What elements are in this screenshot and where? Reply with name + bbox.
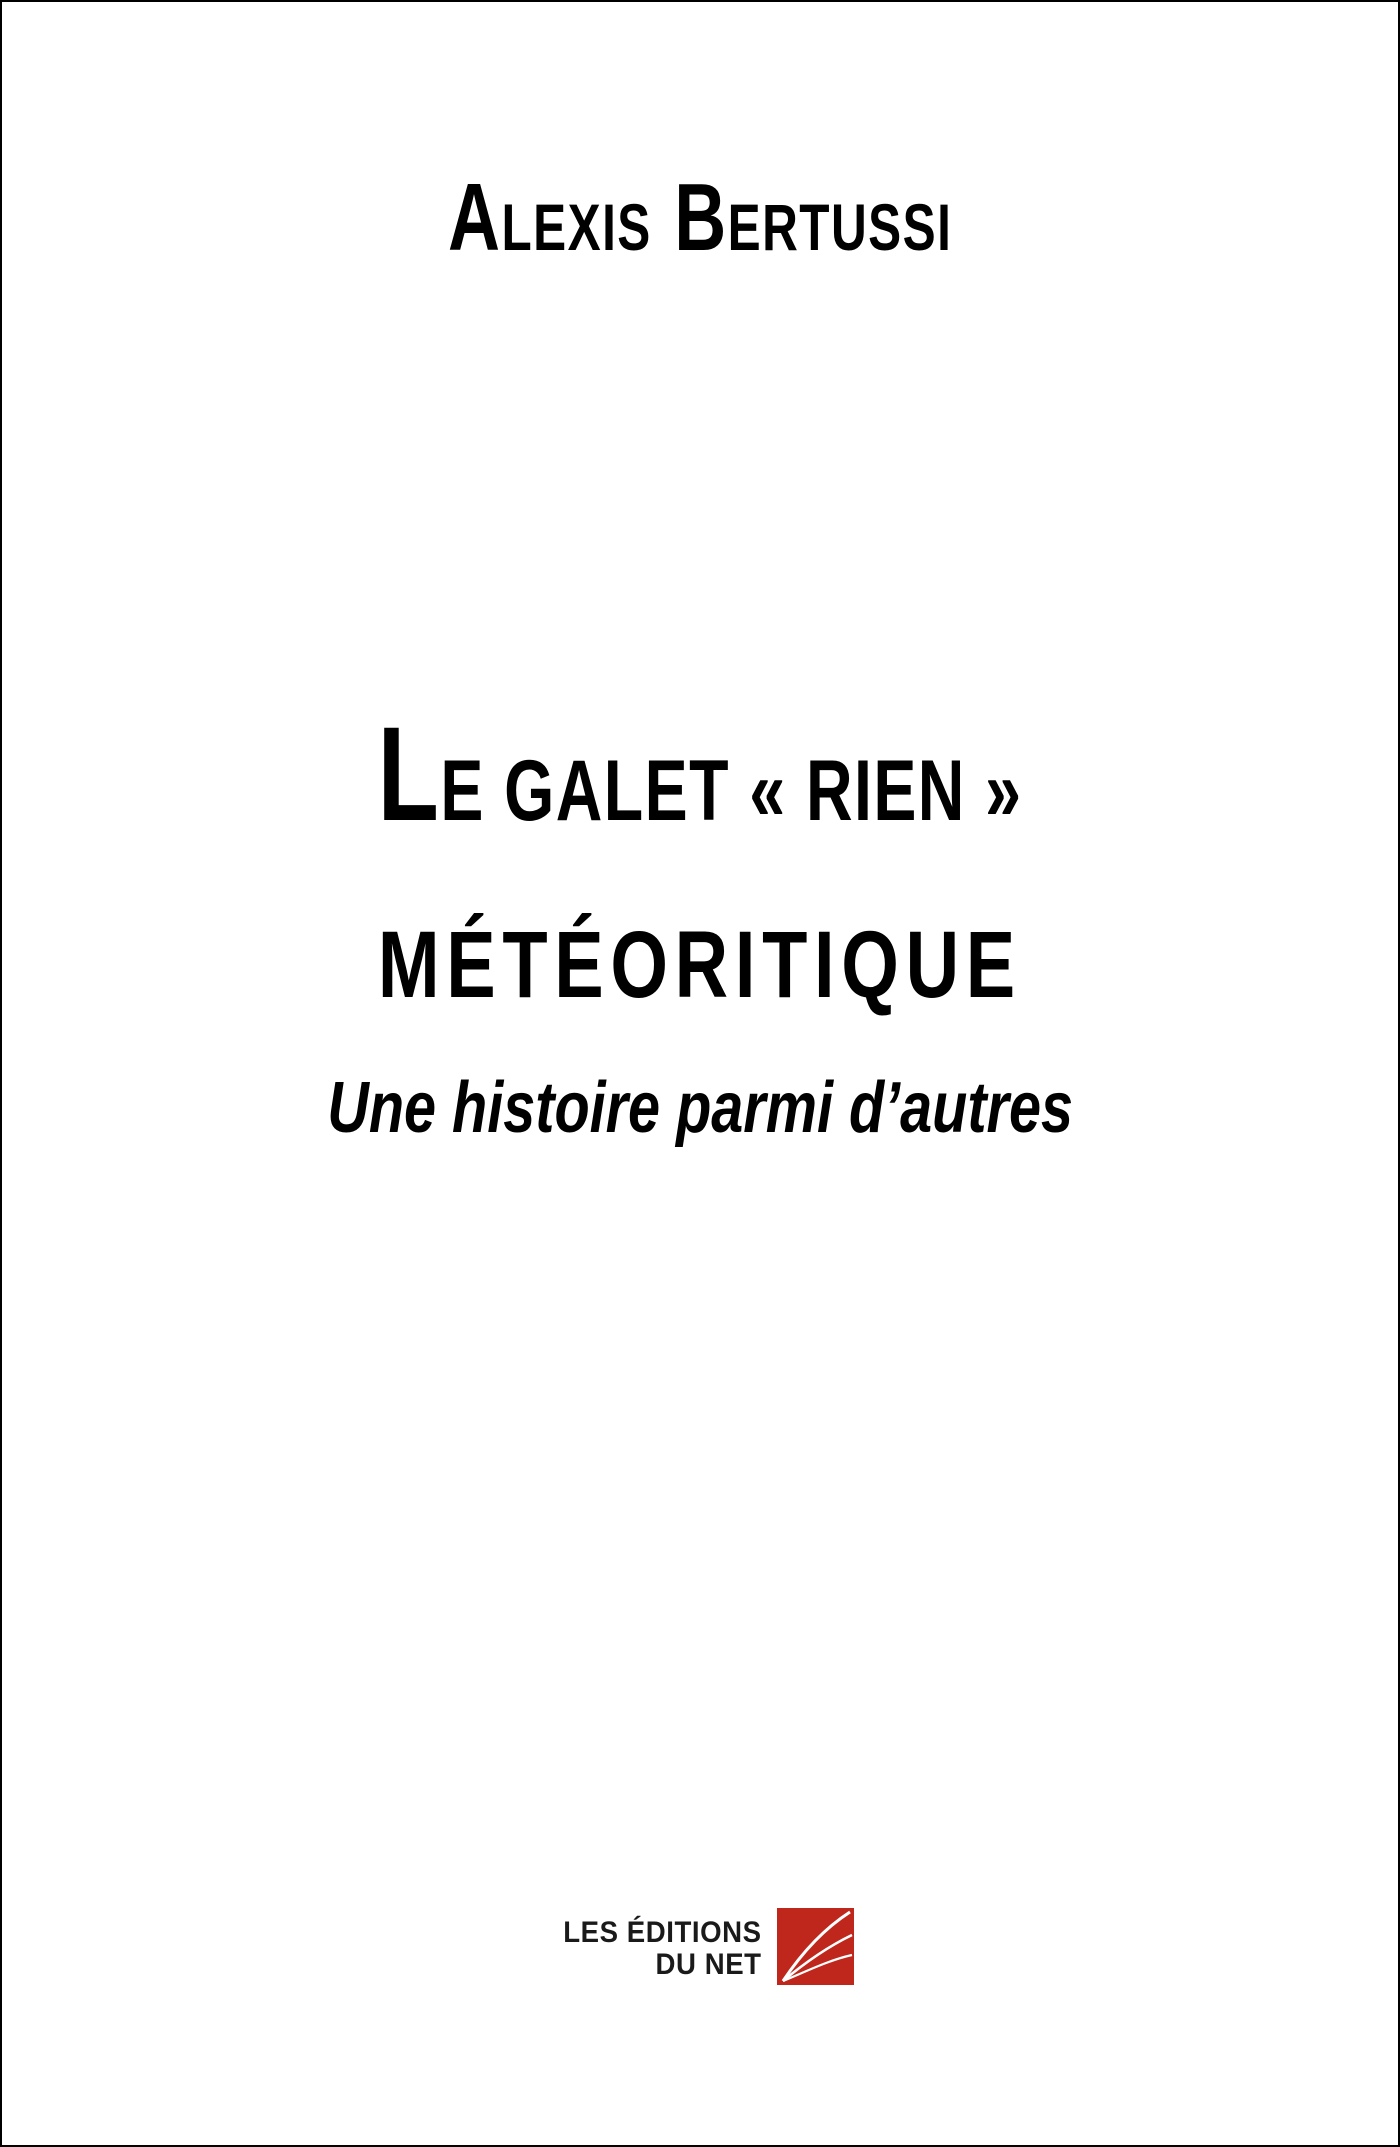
publisher-name xyxy=(563,1917,761,1981)
author-first-name xyxy=(447,164,652,271)
book-title-line-2 xyxy=(2,912,1398,1018)
author-last-rest: ERTUSSI xyxy=(727,190,953,264)
book-title-line-2-text: MÉTÉORITIQUE xyxy=(377,912,1023,1018)
publisher-name-line-2: DU NET xyxy=(655,1948,762,1981)
author-name-text xyxy=(447,164,953,271)
publisher-logo-mark-icon xyxy=(777,1908,854,1985)
author-last-initial: B xyxy=(674,164,728,271)
author-last-name xyxy=(674,164,953,271)
book-pages-icon xyxy=(777,1908,854,1985)
book-subtitle-text: Une histoire parmi d’autres xyxy=(327,1068,1073,1148)
book-subtitle xyxy=(2,1068,1398,1148)
author-name xyxy=(2,164,1398,271)
publisher-name-line-1: LES ÉDITIONS xyxy=(563,1916,762,1949)
book-title-line-1-text xyxy=(377,700,1023,849)
author-first-initial: A xyxy=(447,164,502,271)
author-first-rest: LEXIS xyxy=(501,190,652,264)
title-initial: L xyxy=(377,700,441,849)
title-rest: E GALET « RIEN » xyxy=(440,743,1023,839)
publisher-logo xyxy=(2,1908,1398,1985)
book-title-line-1 xyxy=(2,700,1398,849)
